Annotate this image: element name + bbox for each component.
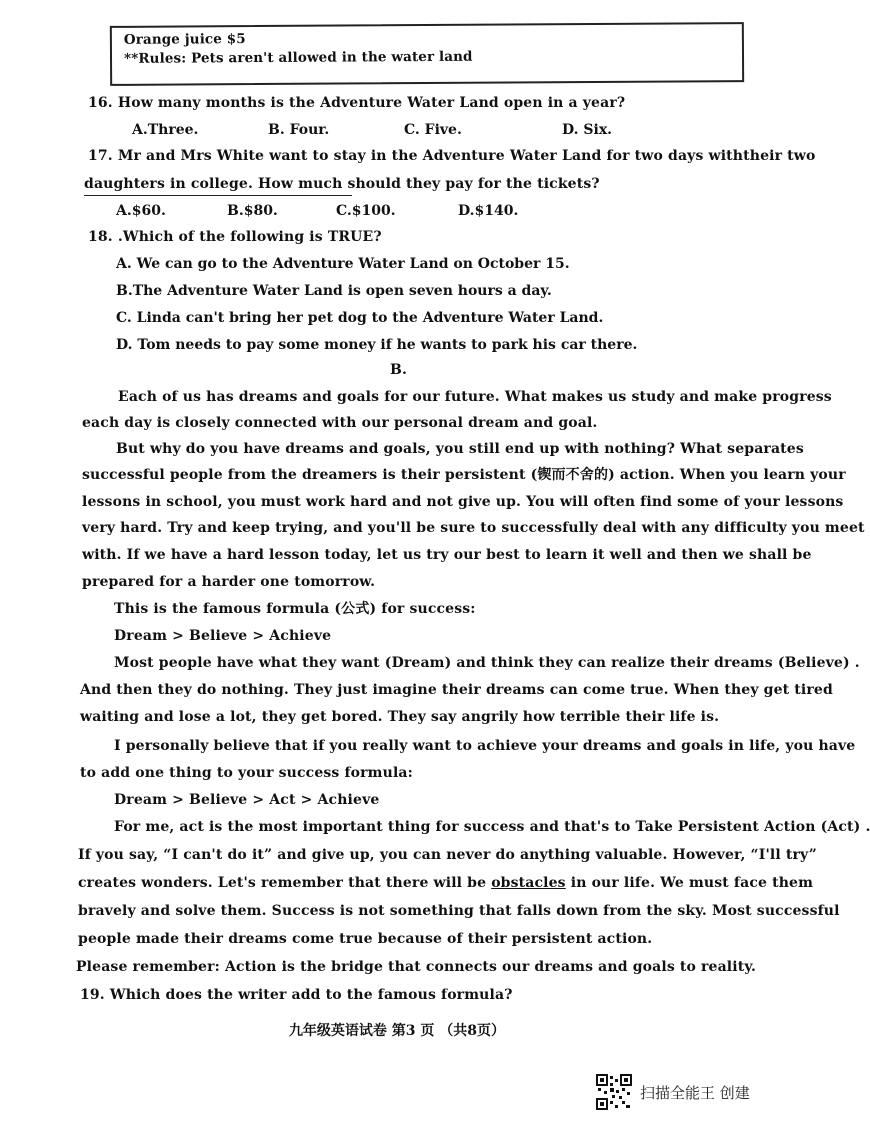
passage-line: bravely and solve them. Success is not something that falls down from the sky. Most successful	[78, 903, 840, 919]
passage-line: successful people from the dreamers is their persistent (锲而不舍的) action. When you learn your	[82, 467, 846, 483]
q17-stem-line1: 17. Mr and Mrs White want to stay in the Adventure Water Land for two days withtheir two	[88, 148, 816, 164]
passage-line: For me, act is the most important thing for success and that's to Take Persistent Action (Act) .	[114, 819, 870, 835]
passage-line: If you say, “I can't do it” and give up, you can never do anything valuable. However, “I'll try”	[78, 847, 818, 863]
passage-line: each day is closely connected with our personal dream and goal.	[82, 415, 598, 431]
passage-line: prepared for a harder one tomorrow.	[82, 574, 376, 590]
q18-option-d: D. Tom needs to pay some money if he wants to park his car there.	[116, 337, 638, 353]
q17-option-b: B.$80.	[227, 203, 278, 219]
page-footer: 九年级英语试卷 第3 页 （共8页）	[288, 1023, 506, 1039]
passage-line: Each of us has dreams and goals for our future. What makes us study and make progress	[118, 389, 832, 405]
q17-option-c: C.$100.	[336, 203, 396, 219]
handwritten-underline	[84, 195, 352, 196]
q18-option-b: B.The Adventure Water Land is open seven hours a day.	[116, 283, 552, 299]
rules-box	[110, 22, 744, 86]
q19-stem: 19. Which does the writer add to the famous formula?	[80, 987, 513, 1003]
q16-option-b: B. Four.	[268, 122, 330, 138]
scanner-watermark: 扫描全能王 创建	[640, 1084, 750, 1102]
passage-line: very hard. Try and keep trying, and you'll be sure to successfully deal with any difficulty you meet	[82, 520, 865, 536]
q17-stem-line2: daughters in college. How much should they pay for the tickets?	[84, 176, 600, 192]
passage-line-obstacles	[78, 874, 813, 892]
q16-option-d: D. Six.	[562, 122, 613, 138]
formula-original: Dream > Believe > Achieve	[114, 628, 332, 644]
passage-line: And then they do nothing. They just imagine their dreams can come true. When they get tired	[80, 682, 833, 698]
formula-new: Dream > Believe > Act > Achieve	[114, 792, 380, 808]
passage-line: with. If we have a hard lesson today, let us try our best to learn it well and then we shall be	[82, 547, 812, 563]
formula-intro: This is the famous formula (公式) for success:	[114, 601, 476, 617]
passage-line-conclusion: Please remember: Action is the bridge that connects our dreams and goals to reality.	[76, 959, 757, 975]
passage-line: to add one thing to your success formula:	[80, 765, 413, 781]
passage-line: waiting and lose a lot, they get bored. They say angrily how terrible their life is.	[80, 709, 720, 725]
qr-code-icon	[596, 1074, 632, 1110]
passage-text: creates wonders. Let's remember that there will be	[78, 875, 487, 891]
q17-option-d: D.$140.	[458, 203, 519, 219]
underlined-word-obstacles: obstacles	[491, 875, 566, 891]
q16-option-a: A.Three.	[132, 122, 199, 138]
q16-stem: 16. How many months is the Adventure Water Land open in a year?	[88, 95, 626, 111]
q17-option-a: A.$60.	[116, 203, 166, 219]
box-line-rules: **Rules: Pets aren't allowed in the water land	[123, 48, 473, 67]
passage-line: lessons in school, you must work hard and not give up. You will often find some of your lessons	[82, 494, 844, 510]
box-line-price: Orange juice $5	[123, 31, 246, 48]
q16-option-c: C. Five.	[404, 122, 462, 138]
passage-line: But why do you have dreams and goals, you still end up with nothing? What separates	[116, 441, 804, 457]
section-b-heading: B.	[390, 362, 408, 378]
passage-line: people made their dreams come true because of their persistent action.	[78, 931, 653, 947]
passage-line: Most people have what they want (Dream) and think they can realize their dreams (Believe) .	[114, 655, 860, 671]
passage-line: I personally believe that if you really want to achieve your dreams and goals in life, you have	[114, 738, 856, 754]
q18-option-a: A. We can go to the Adventure Water Land on October 15.	[116, 256, 570, 272]
q18-option-c: C. Linda can't bring her pet dog to the Adventure Water Land.	[116, 310, 604, 326]
passage-text: in our life. We must face them	[565, 875, 814, 891]
q18-stem: 18. .Which of the following is TRUE?	[88, 229, 382, 245]
